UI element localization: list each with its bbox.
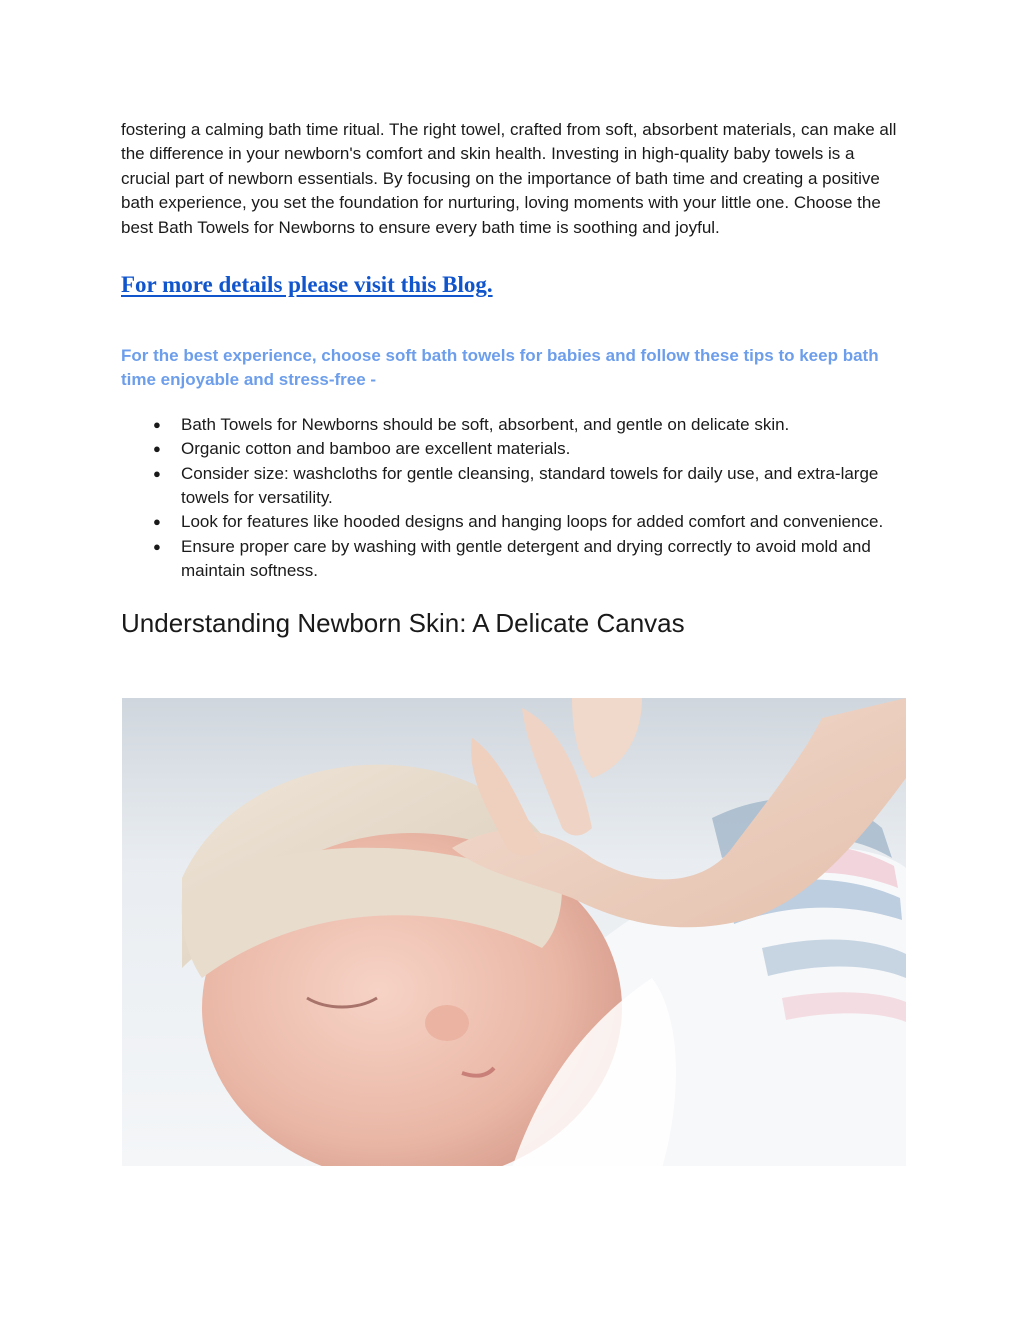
list-item-text: Consider size: washcloths for gentle cleansing, standard towels for daily use, and extra-large towels for versatility. — [181, 463, 879, 508]
section-heading: Understanding Newborn Skin: A Delicate Canvas — [121, 607, 685, 638]
blog-link[interactable]: For more details please visit this Blog. — [121, 272, 493, 298]
tips-intro: For the best experience, choose soft bath towels for babies and follow these tips to keep bath time enjoyable and stress-free - — [121, 346, 879, 390]
bullet-icon: ● — [153, 514, 161, 530]
bullet-icon: ● — [153, 416, 161, 432]
list-item — [121, 462, 907, 511]
list-item — [121, 413, 907, 437]
bullet-icon: ● — [153, 538, 161, 554]
list-item-text: Organic cotton and bamboo are excellent materials. — [181, 439, 571, 459]
list-item — [121, 510, 907, 534]
list-item-text: Look for features like hooded designs and hanging loops for added comfort and convenience. — [181, 512, 884, 532]
list-item — [121, 535, 907, 584]
newborn-photo — [122, 698, 906, 1166]
bullet-icon: ● — [153, 465, 161, 481]
intro-paragraph: fostering a calming bath time ritual. The right towel, crafted from soft, absorbent materials, can make all the difference in your newborn's comfort and skin health. Investing in high-quality baby towels is a crucial part of newborn essentials. By focusing on the importance of bath time and creating a positive bath experience, you set the foundation for nurturing, loving moments with your little one. Choose the best Bath Towels for Newborns to ensure every bath time is soothing and joyful. — [121, 120, 897, 237]
list-item — [121, 437, 907, 461]
list-item-text: Ensure proper care by washing with gentle detergent and drying correctly to avoid mold and maintain softness. — [181, 536, 871, 581]
document-page — [121, 118, 907, 640]
tips-list — [121, 413, 907, 584]
bullet-icon: ● — [153, 441, 161, 457]
list-item-text: Bath Towels for Newborns should be soft, absorbent, and gentle on delicate skin. — [181, 414, 790, 434]
